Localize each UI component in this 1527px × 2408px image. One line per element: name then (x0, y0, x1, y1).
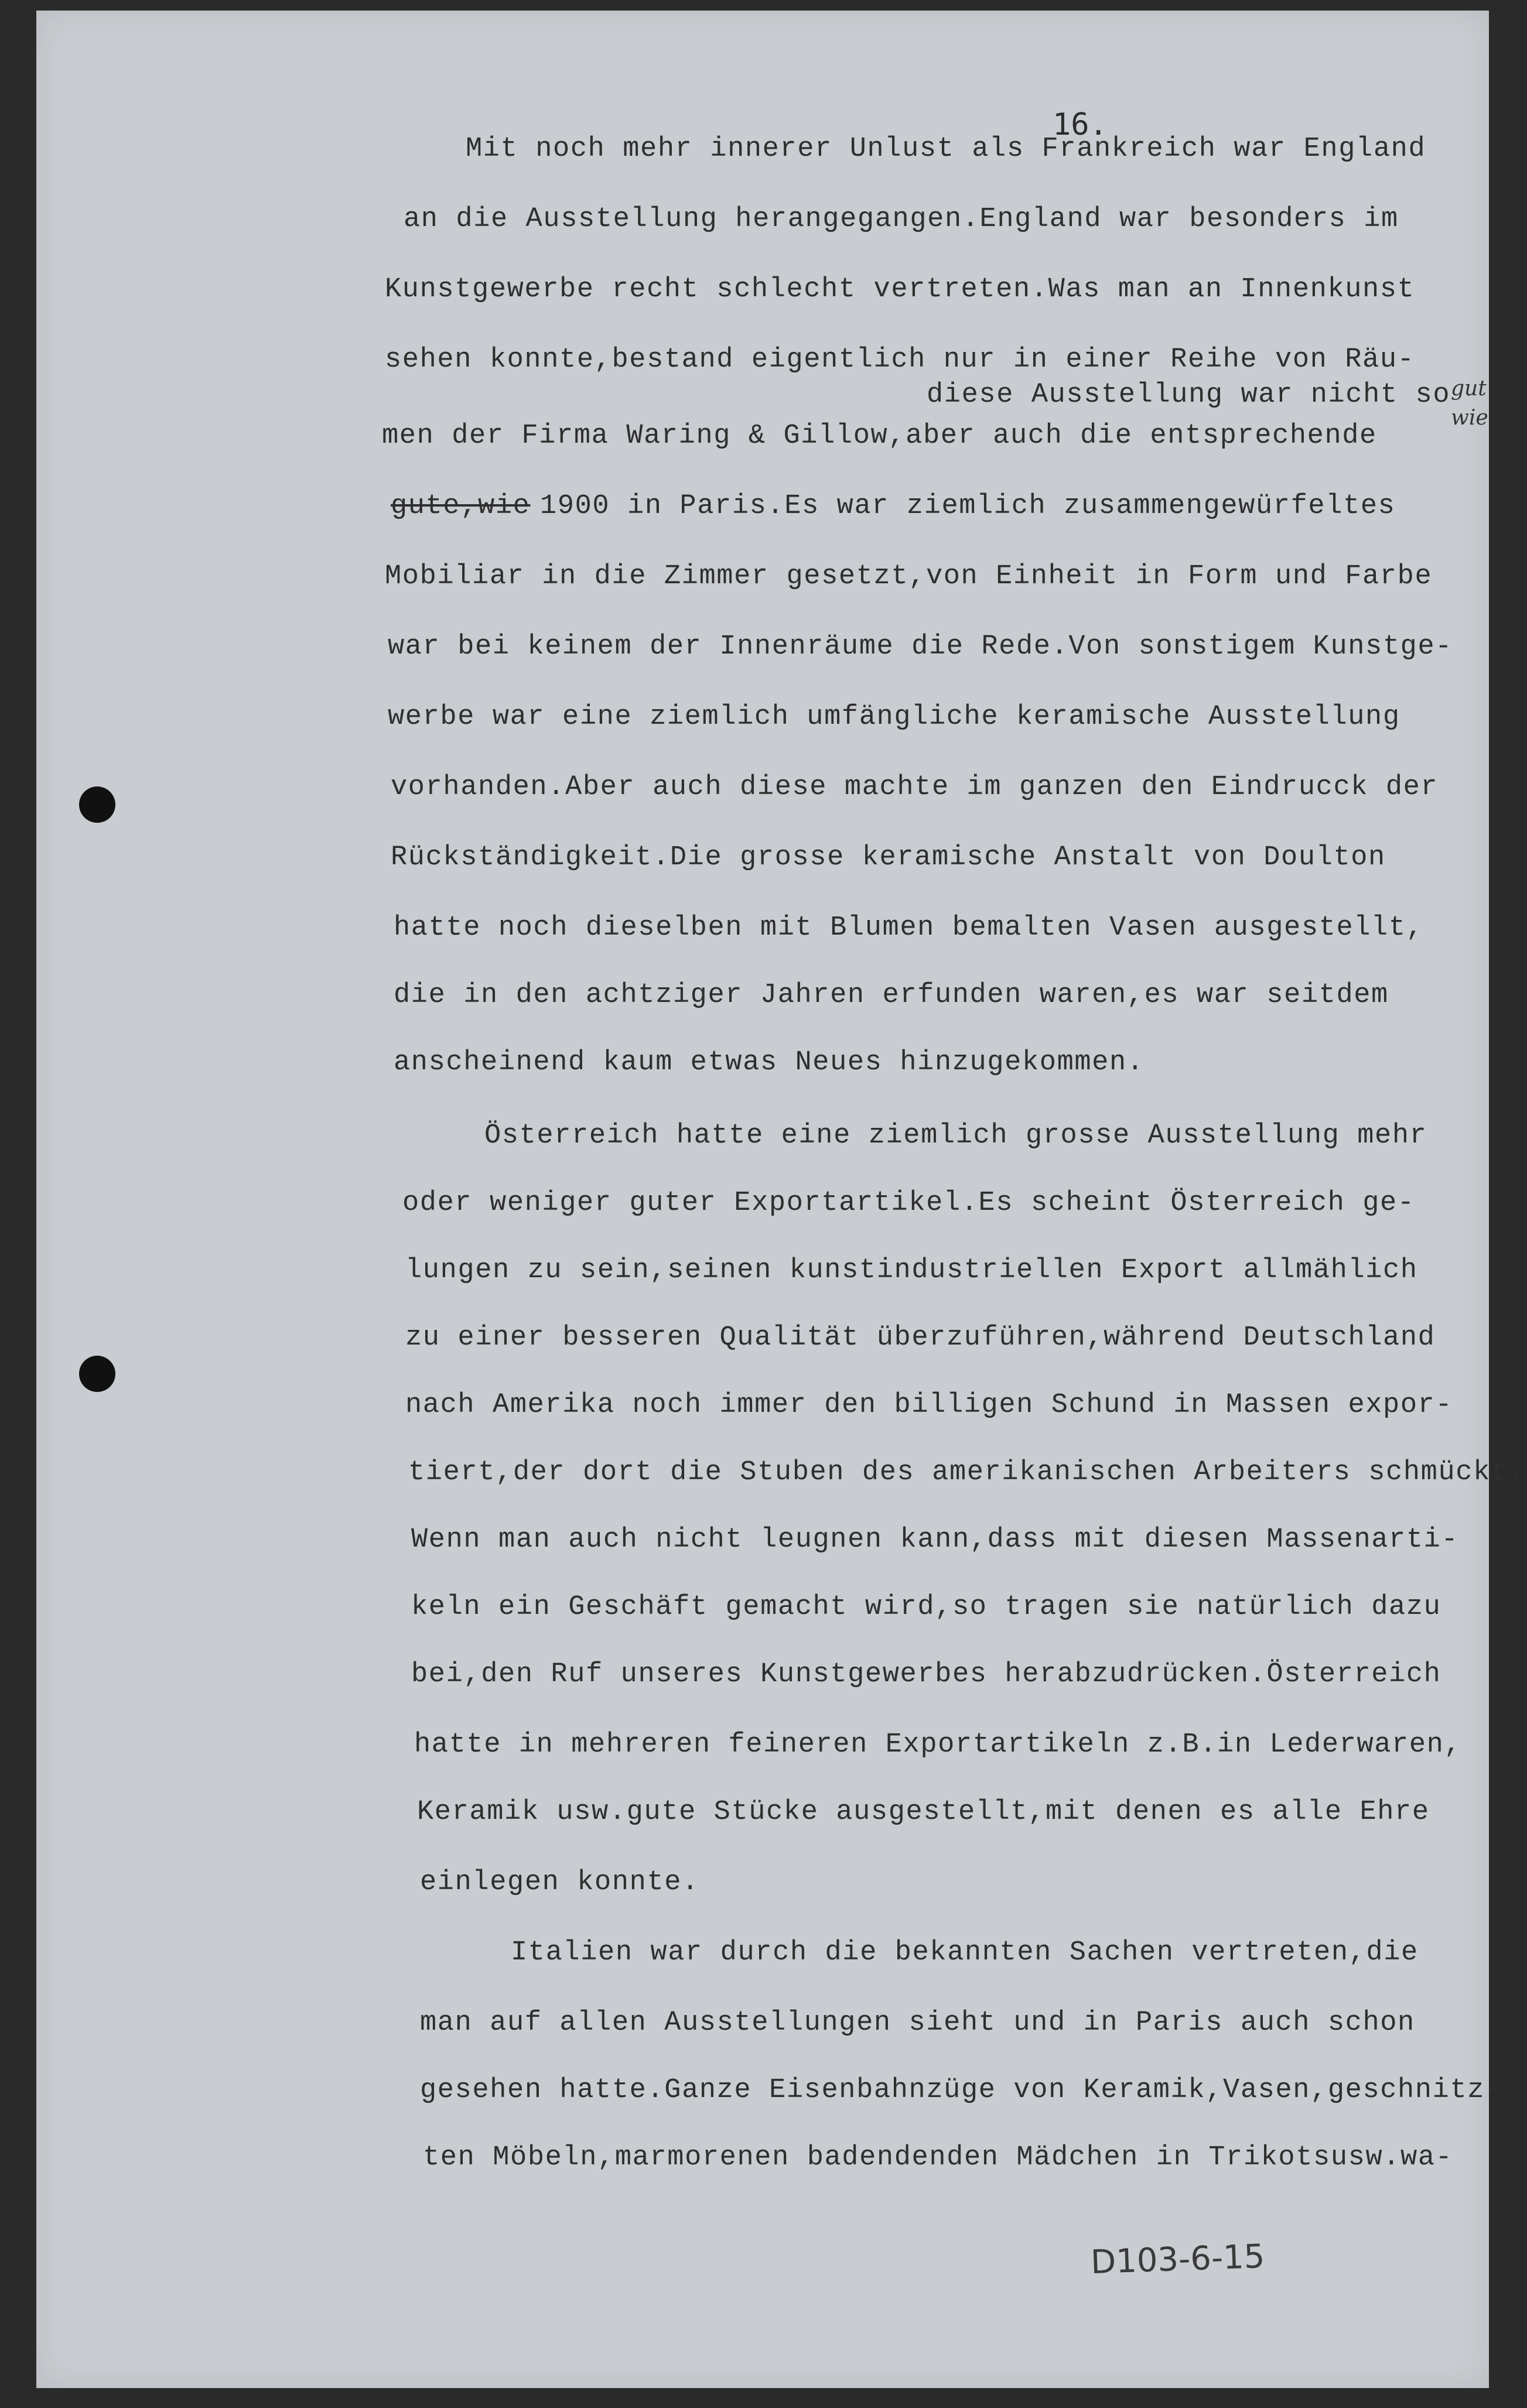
text-line: Rückständigkeit.Die grosse keramische Anstalt von Doulton (391, 842, 1386, 873)
text-line: ten Möbeln,marmorenen badendenden Mädchen in Trikotsusw.wa- (423, 2142, 1453, 2173)
punch-hole-bottom (79, 1356, 115, 1392)
document-page (36, 11, 1526, 2388)
text-line: nach Amerika noch immer den billigen Schund in Massen expor- (405, 1390, 1453, 1421)
text-line: Keramik usw.gute Stücke ausgestellt,mit denen es alle Ehre (417, 1797, 1430, 1828)
punch-hole-top (79, 786, 115, 823)
text-line: gesehen hatte.Ganze Eisenbahnzüge von Keramik,Vasen,geschnitz- (420, 2075, 1502, 2106)
archive-reference: D103-6-15 (1089, 2237, 1266, 2282)
text-line: oder weniger guter Exportartikel.Es scheint Österreich ge- (402, 1188, 1415, 1219)
text-line: Mit noch mehr innerer Unlust als Frankreich war England (466, 134, 1426, 165)
text-line: lungen zu sein,seinen kunstindustriellen Export allmählich (405, 1255, 1418, 1286)
text-line: war bei keinem der Innenräume die Rede.Von sonstigem Kunstge- (388, 631, 1453, 662)
text-line: die in den achtziger Jahren erfunden waren,es war seitdem (394, 980, 1389, 1011)
text-line: werbe war eine ziemlich umfängliche keramische Ausstellung (388, 702, 1400, 733)
text-line: Mobiliar in die Zimmer gesetzt,von Einheit in Form und Farbe (385, 561, 1433, 592)
text-line: hatte noch dieselben mit Blumen bemalten Vasen ausgestellt, (394, 912, 1424, 943)
text-line: men der Firma Waring & Gillow,aber auch die entsprechende (382, 420, 1377, 452)
text-line: Kunstgewerbe recht schlecht vertreten.Was man an Innenkunst (385, 274, 1415, 305)
text-line: vorhanden.Aber auch diese machte im ganzen den Eindrucck der (391, 772, 1439, 803)
margin-note-wie: wie (1451, 406, 1488, 430)
text-line: zu einer besseren Qualität überzuführen,während Deutschland (405, 1322, 1436, 1353)
text-line: tiert,der dort die Stuben des amerikanischen Arbeiters schmückt. (408, 1457, 1526, 1488)
text-line: bei,den Ruf unseres Kunstgewerbes herabzudrücken.Österreich (411, 1659, 1441, 1690)
text-line: anscheinend kaum etwas Neues hinzugekommen. (394, 1047, 1145, 1078)
text-line: sehen konnte,bestand eigentlich nur in einer Reihe von Räu- (385, 344, 1415, 375)
margin-note-gut: gut (1451, 377, 1487, 401)
text-line: Wenn man auch nicht leugnen kann,dass mit diesen Massenarti- (411, 1524, 1459, 1555)
text-line: keln ein Geschäft gemacht wird,so tragen sie natürlich dazu (411, 1592, 1441, 1623)
page-number: 16. (1053, 107, 1108, 142)
text-line: Österreich hatte eine ziemlich grosse Ausstellung mehr (484, 1120, 1427, 1151)
text-line: einlegen konnte. (420, 1867, 699, 1898)
inserted-correction: diese Ausstellung war nicht so (927, 379, 1451, 411)
text-line: an die Ausstellung herangegangen.England war besonders im (404, 204, 1399, 235)
text-line: hatte in mehreren feineren Exportartikeln z.B.in Lederwaren, (414, 1729, 1462, 1760)
text-line: Italien war durch die bekannten Sachen vertreten,die (511, 1937, 1419, 1968)
text-line: man auf allen Ausstellungen sieht und in Paris auch schon (420, 2007, 1415, 2038)
text-line: 1900 in Paris.Es war ziemlich zusammengewürfeltes (540, 491, 1396, 522)
struck-out-text: gute,wie (391, 491, 531, 522)
